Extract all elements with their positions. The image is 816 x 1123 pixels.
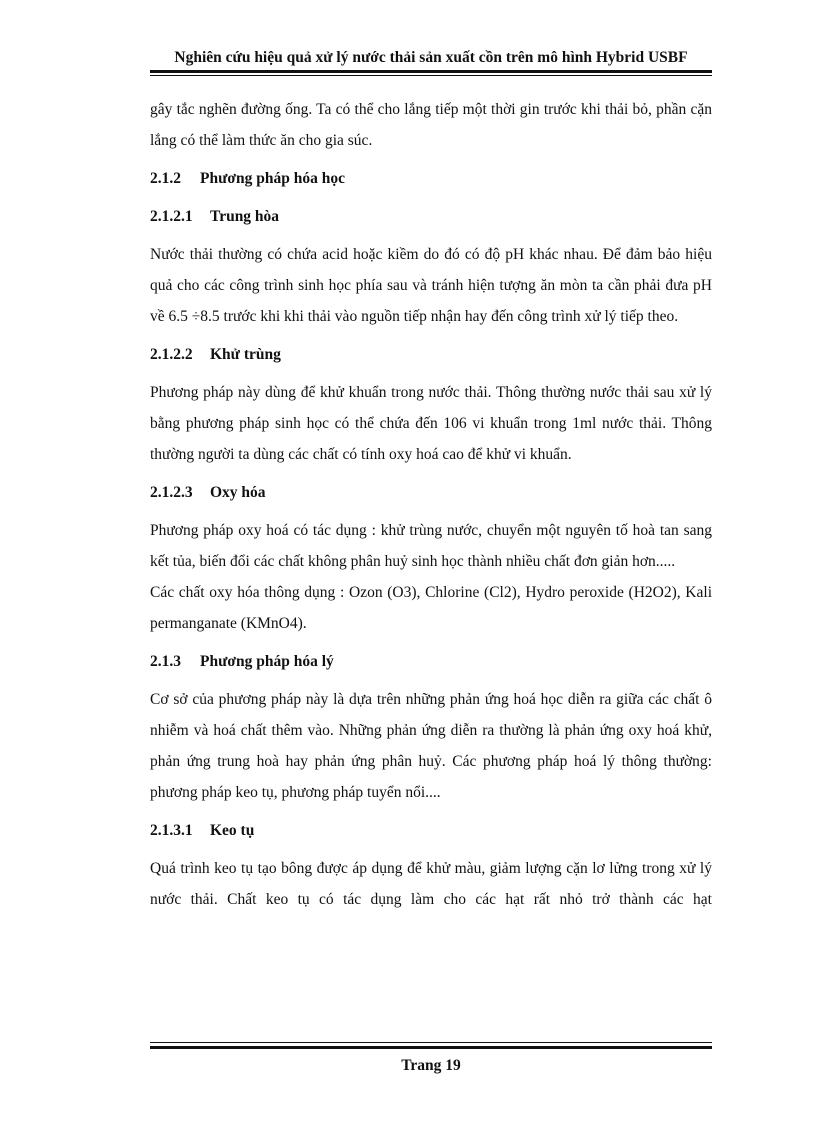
section-number: 2.1.2.3 [150, 484, 193, 501]
section-heading-2-1-2-1 [150, 201, 712, 232]
section-title: Oxy hóa [210, 484, 266, 501]
footer-rule-thick [150, 1046, 712, 1049]
paragraph-khu-trung: Phương pháp này dùng để khử khuẩn trong nước thải. Thông thường nước thải sau xử lý bằng phương pháp sinh học có thể chứa đến 106 vi khuẩn trong 1ml nước thải. Thông thường người ta dùng các chất có tính oxy hoá cao để khử vi khuẩn. [150, 384, 712, 463]
header-rule-thick [150, 70, 712, 73]
section-heading-2-1-2-3 [150, 477, 712, 508]
paragraph-hoa-ly: Cơ sở của phương pháp này là dựa trên những phản ứng hoá học diễn ra giữa các chất ô nhiễm và hoá chất thêm vào. Những phản ứng diễn ra thường là phản ứng oxy hoá khử, phản ứng trung hoà hay phản ứng phân huỷ. Các phương pháp hoá lý thông thường: phương pháp keo tụ, phương pháp tuyển nổi.... [150, 691, 712, 801]
paragraph-intro: gây tắc nghẽn đường ống. Ta có thể cho lắng tiếp một thời gin trước khi thải bỏ, phần cặn lắng có thể làm thức ăn cho gia súc. [150, 101, 712, 149]
page-body [150, 94, 712, 915]
section-title: Phương pháp hóa lý [200, 653, 334, 670]
section-number: 2.1.2.1 [150, 208, 193, 225]
page-number: Trang 19 [401, 1057, 461, 1074]
running-header: Nghiên cứu hiệu quả xử lý nước thải sản xuất cồn trên mô hình Hybrid USBF [174, 49, 688, 66]
section-title: Phương pháp hóa học [200, 170, 345, 187]
section-heading-2-1-3 [150, 646, 712, 677]
paragraph-trung-hoa: Nước thải thường có chứa acid hoặc kiềm do đó có độ pH khác nhau. Để đảm bảo hiệu quả cho các công trình sinh học phía sau và tránh hiện tượng ăn mòn ta cần phải đưa pH về 6.5 ÷8.5 trước khi khi thải vào nguồn tiếp nhận hay đến công trình xử lý tiếp theo. [150, 246, 712, 325]
section-number: 2.1.3 [150, 653, 181, 670]
section-title: Trung hòa [210, 208, 280, 225]
section-number: 2.1.2 [150, 170, 181, 187]
section-number: 2.1.2.2 [150, 346, 193, 363]
header-rule-thin [150, 75, 712, 76]
section-number: 2.1.3.1 [150, 822, 193, 839]
paragraph-keo-tu: Quá trình keo tụ tạo bông được áp dụng để khử màu, giảm lượng cặn lơ lửng trong xử lý nước thải. Chất keo tụ có tác dụng làm cho các hạt rất nhỏ trở thành các hạt [150, 860, 712, 908]
footer-rule-thin [150, 1042, 712, 1043]
paragraph-oxy-hoa-2: Các chất oxy hóa thông dụng : Ozon (O3), Chlorine (Cl2), Hydro peroxide (H2O2), Kali permanganate (KMnO4). [150, 584, 712, 632]
section-heading-2-1-2 [150, 163, 712, 194]
section-heading-2-1-2-2 [150, 339, 712, 370]
section-heading-2-1-3-1 [150, 815, 712, 846]
section-title: Khử trùng [210, 346, 281, 363]
section-title: Keo tụ [210, 822, 255, 839]
paragraph-oxy-hoa-1: Phương pháp oxy hoá có tác dụng : khử trùng nước, chuyển một nguyên tố hoà tan sang kết tủa, biến đổi các chất không phân huỷ sinh học thành nhiều chất đơn giản hơn..... [150, 522, 712, 570]
